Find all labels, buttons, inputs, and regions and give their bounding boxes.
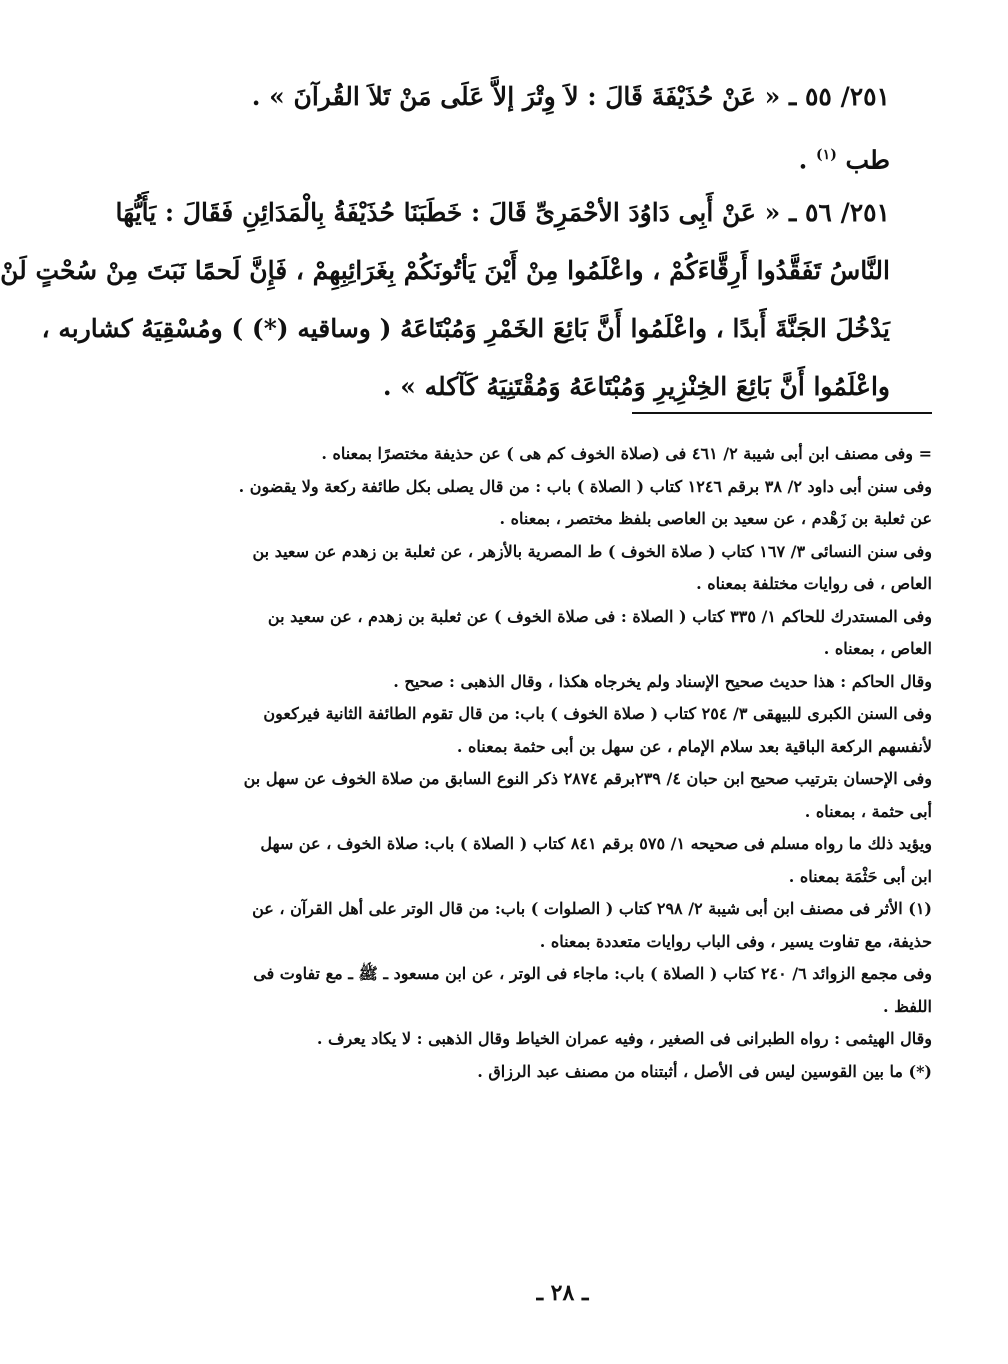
hadith-55-source-line	[159, 126, 890, 184]
footnote-ref-1: (١)	[816, 147, 837, 163]
hadith-56-line-4: واعْلَمُوا أَنَّ بَائِعَ الخِنْزِيرِ وَمُبْتَاعَهُ وَمُقْتَنِيَهُ كَآكله » .	[382, 372, 890, 401]
hadith-56-line-3: يَدْخُلَ الجَنَّةَ أَبدًا ، واعْلَمُوا أَنَّ بَائِعَ الخَمْرِ وَمُبْتَاعَهُ ( وساقيه (*) ) ومُسْقِيَهُ كشاربه ،	[41, 314, 890, 343]
footnote-line: لأنفسهم الركعة الباقية بعد سلام الإمام ، عن سهل بن أبى حثمة بمعناه .	[456, 736, 932, 756]
source-abbrev: طب	[845, 145, 890, 175]
footnote-line: عن ثعلبة بن زَهْدم ، عن سعيد بن العاصى بلفظ مختصر ، بمعناه .	[499, 509, 932, 528]
footnote-line: وفى الإحسان بترتيب صحيح ابن حبان ٤/ ٢٣٩برقم ٢٨٧٤ ذكر النوع السابق من صلاة الخوف عن سهل بن	[243, 769, 932, 788]
footnotes-block	[159, 438, 932, 1088]
footnote-line: ويؤيد ذلك ما رواه مسلم فى صحيحه ١/ ٥٧٥ برقم ٨٤١ كتاب ( الصلاة ) باب: صلاة الخوف ، عن سهل	[260, 834, 932, 853]
footnote-line: العاص ، فى روايات مختلفة بمعناه .	[696, 574, 932, 593]
footnote-line: وفى السنن الكبرى للبيهقى ٣/ ٢٥٤ كتاب ( صلاة الخوف ) باب: من قال تقوم الطائفة الثانية فيركعون	[263, 704, 932, 723]
footnote-1-line: وقال الهيثمى : رواه الطبرانى فى الصغير ، وفيه عمران الخياط وقال الذهبى : لا يكاد يعرف .	[316, 1029, 932, 1048]
footnote-line: = وفى مصنف ابن أبى شيبة ٢/ ٤٦١ فى (صلاة الخوف كم هى ) عن حذيفة مختصرًا بمعناه .	[321, 444, 932, 463]
footnote-1-line: اللفظ .	[882, 996, 932, 1016]
footnote-line: أبى حثمة ، بمعناه .	[804, 801, 932, 821]
source-period: .	[798, 145, 808, 175]
footnote-line: العاص ، بمعناه .	[823, 639, 932, 658]
footnote-line: ابن أبى حَثْمَة بمعناه .	[788, 866, 932, 886]
page-number: ـ ٢٨ ـ	[536, 1280, 589, 1306]
footnote-1-line: حذيفة، مع تفاوت يسير ، وفى الباب روايات متعددة بمعناه .	[539, 931, 932, 951]
footnote-line: وقال الحاكم : هذا حديث صحيح الإسناد ولم يخرجاه هكذا ، وقال الذهبى : صحيح .	[393, 671, 932, 691]
footnote-separator	[632, 412, 932, 414]
hadith-text-block	[0, 68, 890, 416]
footnote-line: وفى المستدرك للحاكم ١/ ٣٣٥ كتاب ( الصلاة : فى صلاة الخوف ) عن ثعلبة بن زهدم ، عن سعيد بن	[267, 606, 932, 626]
hadith-55-line-1: ٢٥١/ ٥٥ ـ « عَنْ حُذَيْفَةَ قَالَ : لاَ وِتْرَ إلاَّ عَلَى مَنْ تَلاَ القُرآنَ » .	[251, 82, 890, 111]
footnote-1-line: (١) الأثر فى مصنف ابن أبى شيبة ٢/ ٢٩٨ كتاب ( الصلوات ) باب: من قال الوتر على أهل القرآن ، عن	[252, 899, 932, 918]
hadith-56-line-2: النَّاسُ تَفَقَّدُوا أَرِقَّاءَكُمْ ، واعْلَمُوا مِنْ أَيْنَ يَأتُونَكُمْ بِغَرَائِبِهِمْ ، فَإِنَّ لَحمًا نَبَتَ مِنْ سُحْتٍ لَنْ	[0, 256, 890, 285]
footnote-line: وفى سنن النسائى ٣/ ١٦٧ كتاب ( صلاة الخوف ) ط المصرية بالأزهر ، عن ثعلبة بن زهدم عن سعيد بن	[252, 541, 932, 561]
footnote-star-line: (*) ما بين القوسين ليس فى الأصل ، أثبتناه من مصنف عبد الرزاق .	[477, 1061, 932, 1081]
footnote-1-line: وفى مجمع الزوائد ٦/ ٢٤٠ كتاب ( الصلاة ) باب: ماجاء فى الوتر ، عن ابن مسعود ـ ﷺ ـ مع تفاوت فى	[253, 964, 932, 983]
hadith-56-line-1: ٢٥١/ ٥٦ ـ « عَنْ أَبِى دَاوُدَ الأحْمَرِىِّ قَالَ : خَطَبَنَا حُذَيْفَةُ بِالْمَدَائِنِ فَقَالَ : يَأَيُّهَا	[115, 198, 890, 227]
footnote-line: وفى سنن أبى داود ٢/ ٣٨ برقم ١٢٤٦ كتاب ( الصلاة ) باب : من قال يصلى بكل طائفة ركعة ولا يقضون .	[238, 476, 932, 496]
